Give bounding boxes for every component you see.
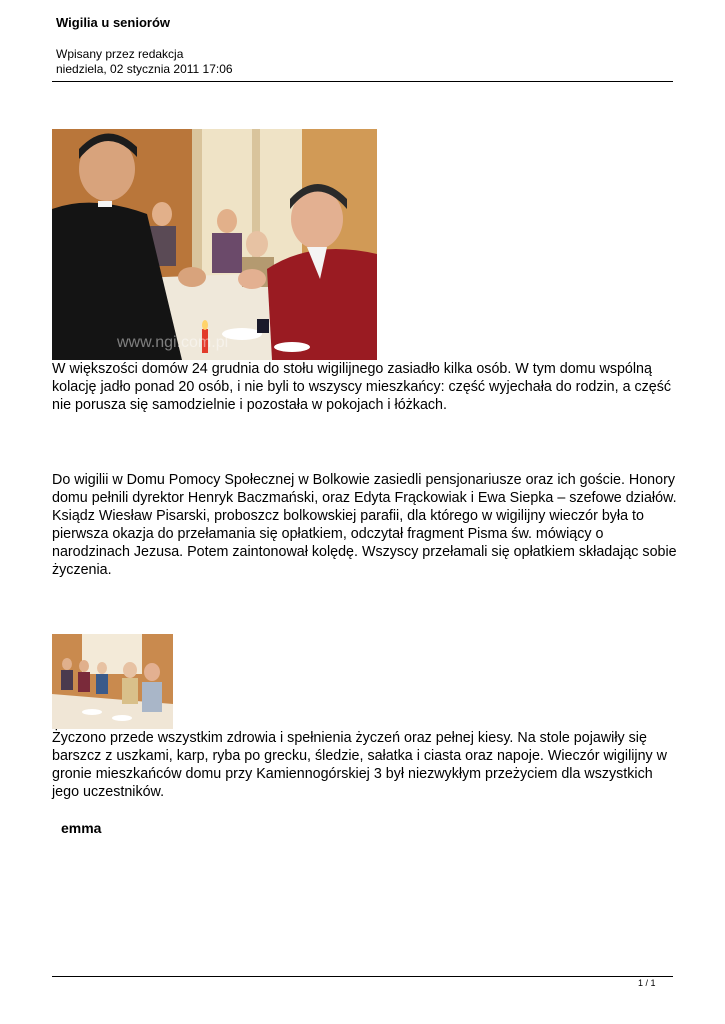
- header-divider: [52, 81, 673, 82]
- byline: Wpisany przez redakcja: [56, 47, 184, 61]
- article-title: Wigilia u seniorów: [56, 15, 171, 30]
- author-signature: emma: [61, 820, 102, 836]
- photo-priest-and-senior: [52, 129, 377, 360]
- photo-watermark: www.ngi.com.pl: [117, 334, 229, 351]
- article-meta: [56, 47, 233, 77]
- paragraph-1: W większości domów 24 grudnia do stołu wigilijnego zasiadło kilka osób. W tym domu wspólną kolację jadło ponad 20 osób, i nie byli to wszyscy mieszkańcy: część wyjechała do rodzin, a część nie porusza się samodzielnie i pozostała w pokojach i łóżkach.: [52, 361, 672, 413]
- paragraph-2: Do wigilii w Domu Pomocy Społecznej w Bolkowie zasiedli pensjonariusze oraz ich goście. Honory domu pełnili dyrektor Henryk Baczmański, oraz Edyta Frąckowiak i Ewa Siepka – szefowe działów. Ksiądz Wiesław Pisarski, proboszcz bolkowskiej parafii, dla którego w wigilijny wieczór była to pierwsza okazja do przełamania się opłatkiem, odczytał fragment Pisma św. mówiący o narodzinach Jezusa. Potem zaintonował kolędę. Wszyscy przełamali się opłatkiem składając sobie życzenia.: [52, 472, 677, 578]
- page-number: 1 / 1: [638, 978, 656, 988]
- photo-seniors-at-table: [52, 634, 173, 729]
- photo-seniors-at-table-drawing: [52, 634, 173, 729]
- footer-divider: [52, 976, 673, 977]
- publish-date: niedziela, 02 stycznia 2011 17:06: [56, 62, 233, 76]
- photo-priest-and-senior-drawing: [52, 129, 377, 360]
- paragraph-3: Życzono przede wszystkim zdrowia i spełnienia życzeń oraz pełnej kiesy. Na stole pojawiły się barszcz z uszkami, karp, ryba po grecku, śledzie, sałatka i ciasta oraz napoje. Wieczór wigilijny w gronie mieszkańców domu przy Kamiennogórskiej 3 był niezwykłym przeżyciem dla wszystkich jego uczestników.: [52, 730, 668, 800]
